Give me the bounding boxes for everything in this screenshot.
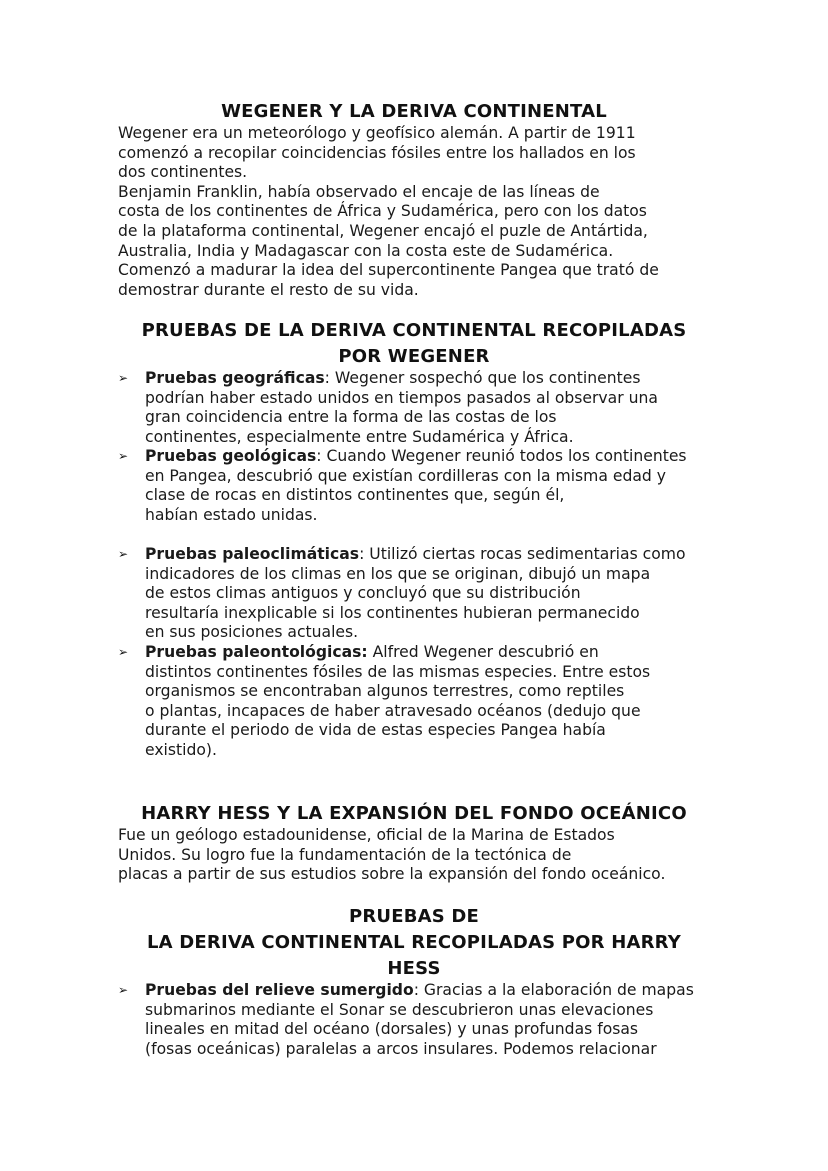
list-item-text: : Cuando Wegener reunió todos los continentes en Pangea, descubrió que existían cordilleras con la misma edad y clase de rocas en distintos continentes que, según él, habían estado unidas.: [145, 447, 687, 524]
section-title-pruebas-hess-line3: HESS: [387, 958, 441, 979]
list-item-content: [145, 643, 725, 761]
list-item-term: Pruebas paleoclimáticas: [145, 545, 360, 563]
list-item-text: : Utilizó ciertas rocas sedimentarias como indicadores de los climas en los que se originan, dibujó un mapa de estos climas antiguos y concluyó que su distribución resultaría inexplicable si los continentes hubieran permanecido en sus posiciones actuales.: [145, 545, 686, 642]
list-item-content: [145, 545, 725, 643]
arrow-bullet-icon: ➢: [118, 983, 129, 997]
list-item-text: : Gracias a la elaboración de mapas submarinos mediante el Sonar se descubrieron unas elevaciones lineales en mitad del océano (dorsales) y unas profundas fosas (fosas oceánicas) paralelas a arcos insulares. Podemos relacionar: [145, 981, 694, 1058]
list-item-text: Alfred Wegener descubrió en distintos continentes fósiles de las mismas especies. Entre estos organismos se encontraban algunos terrestres, como reptiles o plantas, incapaces de haber atravesado océanos (dedujo que durante el periodo de vida de estas especies Pangea había existido).: [145, 643, 651, 759]
arrow-bullet-icon: ➢: [118, 449, 129, 463]
list-item-term: Pruebas del relieve sumergido: [145, 981, 414, 999]
section-title-harry-hess: HARRY HESS Y LA EXPANSIÓN DEL FONDO OCEÁNICO: [141, 803, 687, 824]
wegener-intro-paragraph: Wegener era un meteorólogo y geofísico alemán. A partir de 1911 comenzó a recopilar coincidencias fósiles entre los hallados en los dos continentes. Benjamin Franklin, había observado el encaje de las líneas de costa de los continentes de África y Sudamérica, pero con los datos de la plataforma continental, Wegener encajó el puzle de Antártida, Australia, India y Madagascar con la costa este de Sudamérica. Comenzó a madurar la idea del supercontinente Pangea que trató de demostrar durante el resto de su vida.: [118, 124, 659, 299]
list-item-term: Pruebas paleontológicas:: [145, 643, 368, 661]
list-item-content: [145, 981, 725, 1059]
list-item-content: [145, 447, 725, 525]
section-title-pruebas-wegener-line2: POR WEGENER: [338, 346, 490, 367]
list-item-term: Pruebas geológicas: [145, 447, 317, 465]
section-title-pruebas-hess-line2: LA DERIVA CONTINENTAL RECOPILADAS POR HARRY: [147, 932, 681, 953]
arrow-bullet-icon: ➢: [118, 371, 129, 385]
list-item-text: : Wegener sospechó que los continentes podrían haber estado unidos en tiempos pasados al observar una gran coincidencia entre la forma de las costas de los continentes, especialmente entre Sudamérica y África.: [145, 369, 658, 446]
list-item-content: [145, 369, 725, 447]
list-item-term: Pruebas geográficas: [145, 369, 325, 387]
section-title-wegener: WEGENER Y LA DERIVA CONTINENTAL: [221, 101, 607, 122]
harry-hess-paragraph: Fue un geólogo estadounidense, oficial de la Marina de Estados Unidos. Su logro fue la fundamentación de la tectónica de placas a partir de sus estudios sobre la expansión del fondo oceánico.: [118, 826, 666, 884]
section-title-pruebas-hess-line1: PRUEBAS DE: [348, 906, 480, 927]
section-title-pruebas-wegener-line1: PRUEBAS DE LA DERIVA CONTINENTAL RECOPILADAS: [141, 320, 687, 341]
arrow-bullet-icon: ➢: [118, 645, 129, 659]
arrow-bullet-icon: ➢: [118, 547, 129, 561]
